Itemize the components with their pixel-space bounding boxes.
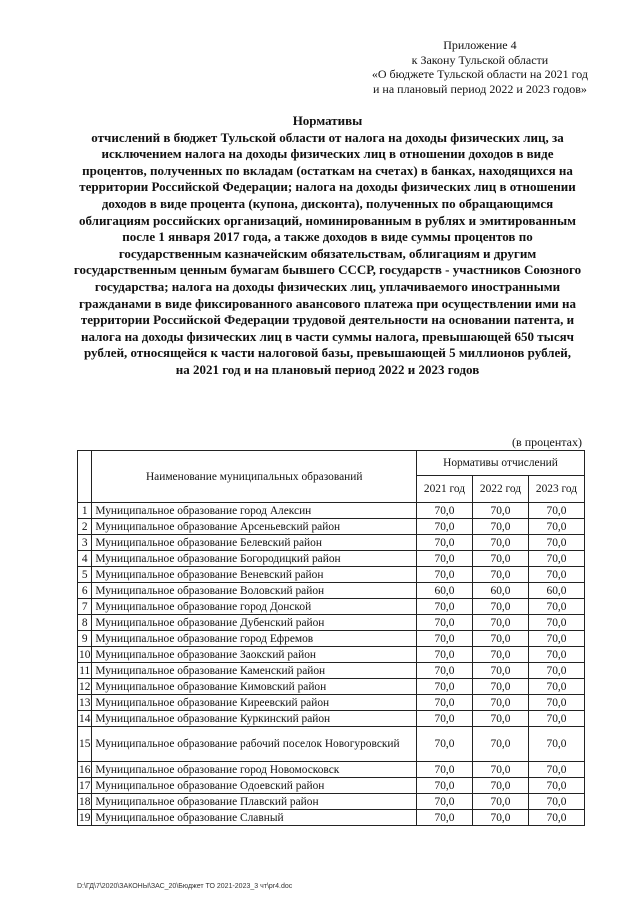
norm-value: 70,0 <box>417 503 473 519</box>
table-body <box>78 503 585 826</box>
municipality-name: Муниципальное образование Веневский район <box>92 567 417 583</box>
norm-value: 70,0 <box>417 631 473 647</box>
norm-value: 70,0 <box>417 663 473 679</box>
norm-value: 60,0 <box>529 583 585 599</box>
norm-value: 70,0 <box>529 503 585 519</box>
municipality-name: Муниципальное образование Одоевский район <box>92 778 417 794</box>
norm-value: 70,0 <box>417 535 473 551</box>
row-number: 8 <box>78 615 92 631</box>
norm-value: 70,0 <box>417 727 473 762</box>
row-number: 6 <box>78 583 92 599</box>
row-number: 17 <box>79 779 91 792</box>
norm-value: 70,0 <box>417 615 473 631</box>
norms-table <box>77 450 585 826</box>
norm-value: 70,0 <box>529 794 585 810</box>
norm-value: 70,0 <box>529 762 585 778</box>
appendix-line: и на плановый период 2022 и 2023 годов» <box>372 81 587 96</box>
table-row <box>78 647 585 663</box>
norm-value: 70,0 <box>417 794 473 810</box>
table-row <box>78 711 585 727</box>
header-number <box>78 451 92 503</box>
table-row <box>78 762 585 778</box>
norm-value: 70,0 <box>529 711 585 727</box>
header-year: 2022 год <box>473 476 529 503</box>
municipality-name: Муниципальное образование Киреевский район <box>92 695 417 711</box>
norm-value: 70,0 <box>529 599 585 615</box>
norm-value: 70,0 <box>417 567 473 583</box>
municipality-name: Муниципальное образование Каменский район <box>92 663 417 679</box>
row-number: 7 <box>78 599 92 615</box>
norm-value: 70,0 <box>417 762 473 778</box>
municipality-name: Муниципальное образование Богородицкий район <box>92 551 417 567</box>
table-row <box>78 615 585 631</box>
row-number: 13 <box>79 696 91 709</box>
norm-value: 70,0 <box>529 778 585 794</box>
row-number: 15 <box>78 727 92 762</box>
appendix-note <box>372 38 588 96</box>
table-row <box>78 794 585 810</box>
norm-value: 70,0 <box>473 695 529 711</box>
norm-value: 70,0 <box>473 647 529 663</box>
norm-value: 70,0 <box>417 599 473 615</box>
municipality-name: Муниципальное образование Воловский район <box>92 583 417 599</box>
norm-value: 70,0 <box>473 727 529 762</box>
norm-value: 70,0 <box>473 567 529 583</box>
norm-value: 70,0 <box>473 794 529 810</box>
header-group: Нормативы отчислений <box>417 451 585 476</box>
norm-value: 70,0 <box>529 519 585 535</box>
row-number: 11 <box>79 664 91 677</box>
document-title <box>70 113 585 379</box>
norm-value: 70,0 <box>417 519 473 535</box>
municipality-name: Муниципальное образование город Алексин <box>92 503 417 519</box>
municipality-name: Муниципальное образование город Новомосковск <box>92 762 417 778</box>
norm-value: 70,0 <box>417 778 473 794</box>
row-number: 19 <box>79 811 91 824</box>
municipality-name: Муниципальное образование город Донской <box>92 599 417 615</box>
table-row <box>78 695 585 711</box>
title-body: отчислений в бюджет Тульской области от налога на доходы физических лиц, за исключением налога на доходы физических лиц в отношении доходов в виде процентов, полученных по вкладам (остаткам на счетах) в банках, находящихся на территории Российской Федерации; налога на доходы физических лиц в отношении доходов в виде процента (купона, дисконта), полученных по обращающимся облигациям российских организаций, номинированным в рублях и эмитированным после 1 января 2017 года, а также доходов в виде суммы процентов по государственным казначейским обязательствам, облигациям и другим государственным ценным бумагам бывшего СССР, государств - участников Союзного государства; налога на доходы физических лиц, уплачиваемого иностранными гражданами в виде фиксированного авансового платежа при осуществлении ими на территории Российской Федерации трудовой деятельности на основании патента, и налога на доходы физических лиц в части суммы налога, превышающей 650 тысяч рублей, относящейся к части налоговой базы, превышающей 5 миллионов рублей, <box>73 129 582 361</box>
table-row <box>78 778 585 794</box>
row-number: 9 <box>78 631 92 647</box>
municipality-name: Муниципальное образование Плавский район <box>92 794 417 810</box>
norm-value: 70,0 <box>417 695 473 711</box>
municipality-name: Муниципальное образование Куркинский район <box>92 711 417 727</box>
norm-value: 70,0 <box>529 551 585 567</box>
row-number: 16 <box>79 763 91 776</box>
table-row <box>78 535 585 551</box>
header-year: 2023 год <box>529 476 585 503</box>
norm-value: 70,0 <box>417 679 473 695</box>
table-row <box>78 583 585 599</box>
municipality-name: Муниципальное образование Заокский район <box>92 647 417 663</box>
units-label: (в процентах) <box>512 435 582 449</box>
table-row <box>78 663 585 679</box>
header-name: Наименование муниципальных образований <box>92 451 417 503</box>
row-number: 1 <box>78 503 92 519</box>
row-number: 18 <box>79 795 91 808</box>
file-path-footer: D:\ГД\7\2020\ЗАКОНЫ\ЗАС_20\Бюджет ТО 2021-2023_3 чт\pr4.doc <box>77 883 293 890</box>
appendix-line: Приложение 4 <box>443 38 517 52</box>
municipality-name: Муниципальное образование Арсеньевский район <box>92 519 417 535</box>
table-row <box>78 567 585 583</box>
table-row <box>78 679 585 695</box>
norm-value: 70,0 <box>529 535 585 551</box>
table-row <box>78 810 585 826</box>
table-row <box>78 599 585 615</box>
row-number: 5 <box>78 567 92 583</box>
municipality-name: Муниципальное образование Дубенский район <box>92 615 417 631</box>
norm-value: 70,0 <box>473 535 529 551</box>
norm-value: 70,0 <box>529 679 585 695</box>
norm-value: 70,0 <box>529 810 585 826</box>
norm-value: 70,0 <box>529 631 585 647</box>
norm-value: 70,0 <box>473 810 529 826</box>
title-heading: Нормативы <box>292 113 363 128</box>
appendix-line: «О бюджете Тульской области на 2021 год <box>371 67 588 81</box>
row-number: 12 <box>79 680 91 693</box>
norm-value: 70,0 <box>473 679 529 695</box>
municipality-name: Муниципальное образование город Ефремов <box>92 631 417 647</box>
norm-value: 70,0 <box>473 762 529 778</box>
header-year: 2021 год <box>417 476 473 503</box>
norm-value: 70,0 <box>473 663 529 679</box>
norm-value: 70,0 <box>473 631 529 647</box>
table-row <box>78 551 585 567</box>
norm-value: 70,0 <box>529 663 585 679</box>
norm-value: 70,0 <box>417 551 473 567</box>
table-row <box>78 503 585 519</box>
norm-value: 70,0 <box>529 695 585 711</box>
norm-value: 70,0 <box>529 647 585 663</box>
norm-value: 70,0 <box>417 647 473 663</box>
title-period: на 2021 год и на плановый период 2022 и 2023 годов <box>175 361 480 377</box>
row-number: 4 <box>78 551 92 567</box>
norm-value: 70,0 <box>529 615 585 631</box>
norm-value: 70,0 <box>473 551 529 567</box>
row-number: 2 <box>78 519 92 535</box>
municipality-name: Муниципальное образование Белевский район <box>92 535 417 551</box>
norm-value: 70,0 <box>529 727 585 762</box>
row-number: 14 <box>79 712 91 725</box>
table-row <box>78 519 585 535</box>
norm-value: 70,0 <box>473 711 529 727</box>
norm-value: 60,0 <box>473 583 529 599</box>
municipality-name: Муниципальное образование Кимовский район <box>92 679 417 695</box>
norm-value: 70,0 <box>473 519 529 535</box>
norm-value: 70,0 <box>417 711 473 727</box>
municipality-name: Муниципальное образование рабочий поселок Новогуровский <box>92 727 417 762</box>
norm-value: 70,0 <box>473 615 529 631</box>
appendix-line: к Закону Тульской области <box>411 52 549 67</box>
norm-value: 60,0 <box>417 583 473 599</box>
row-number: 3 <box>78 535 92 551</box>
row-number: 10 <box>79 648 91 661</box>
norm-value: 70,0 <box>529 567 585 583</box>
table-row <box>78 631 585 647</box>
norm-value: 70,0 <box>417 810 473 826</box>
table-row <box>78 727 585 762</box>
norm-value: 70,0 <box>473 503 529 519</box>
municipality-name: Муниципальное образование Славный <box>92 810 417 826</box>
norm-value: 70,0 <box>473 599 529 615</box>
norm-value: 70,0 <box>473 778 529 794</box>
